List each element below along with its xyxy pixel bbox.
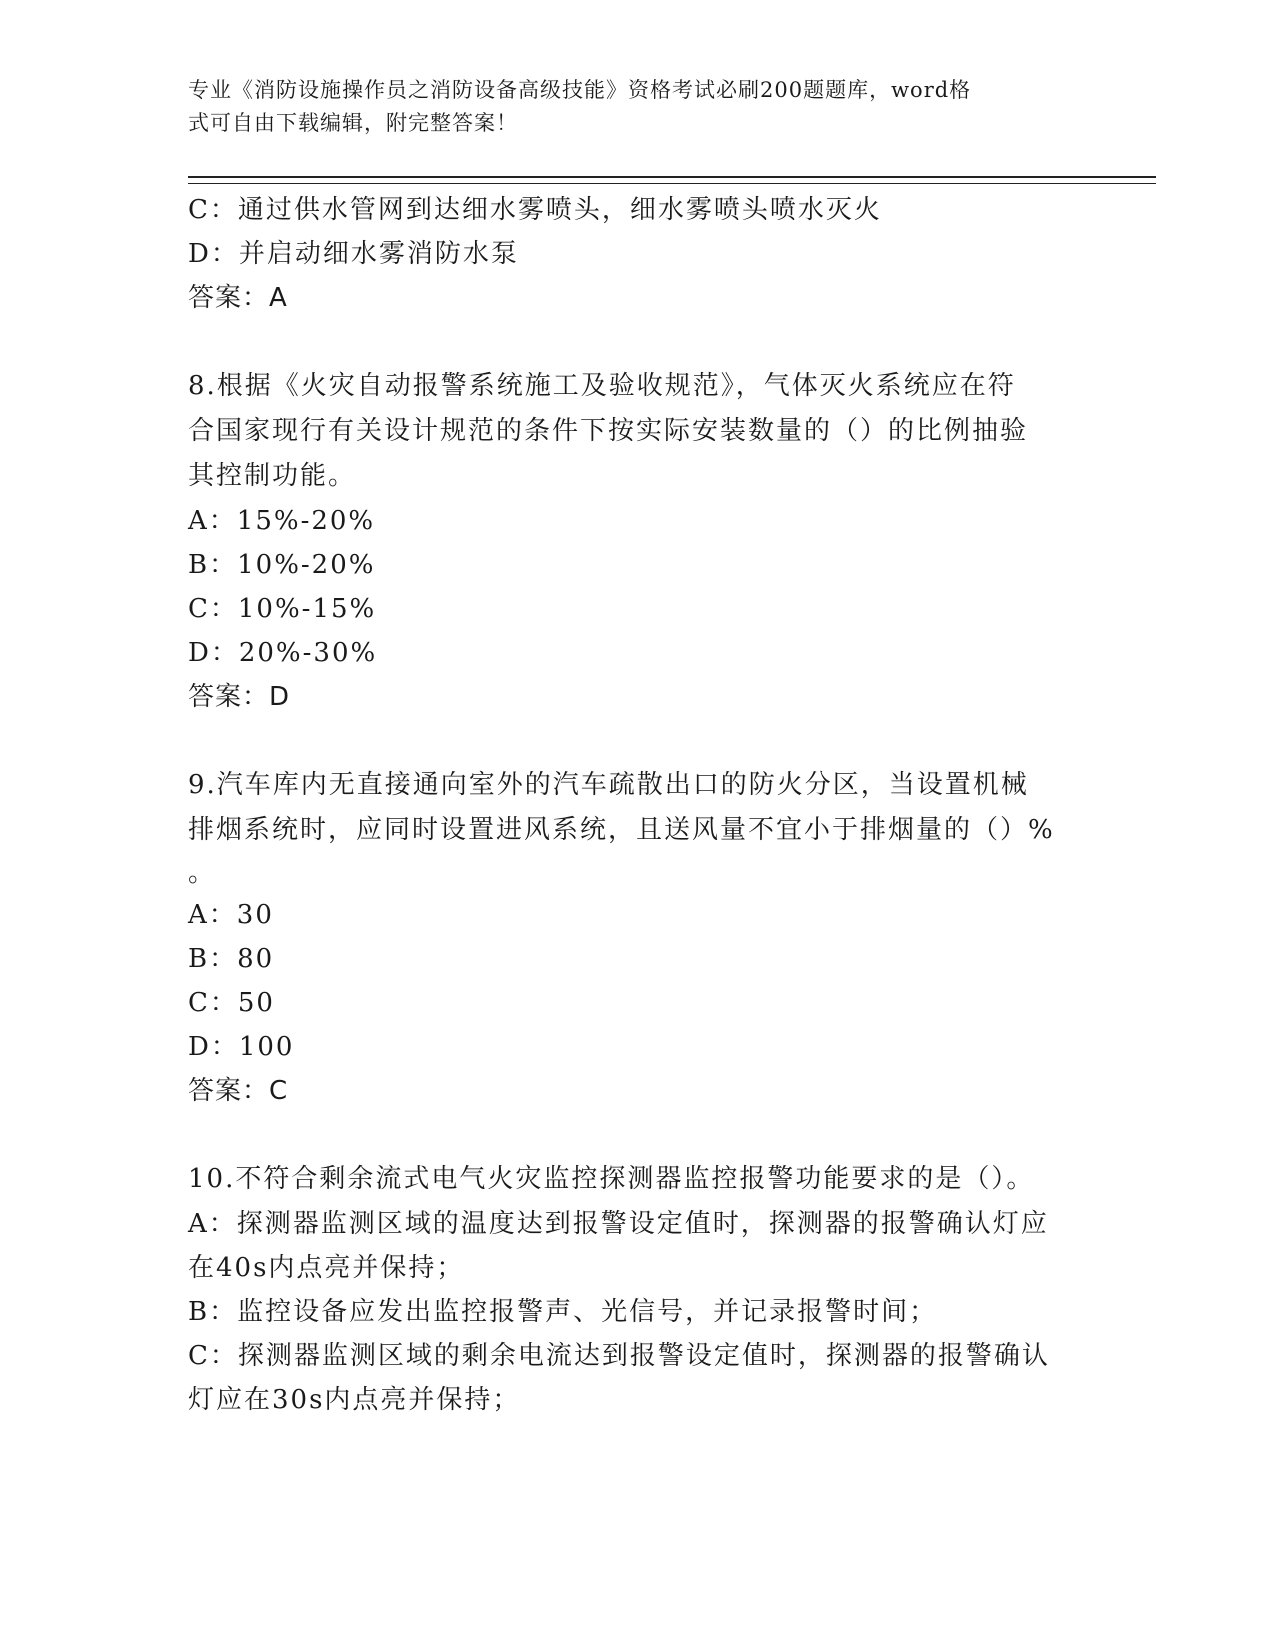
question-7 (188, 188, 1078, 320)
option-a: A：探测器监测区域的温度达到报警设定值时，探测器的报警确认灯应 (188, 1209, 1049, 1239)
question-9 (188, 763, 1078, 1113)
header-line-1: 专业《消防设施操作员之消防设备高级技能》资格考试必刷200题题库，word格 (188, 78, 972, 102)
question-stem-line: 其控制功能。 (188, 461, 357, 491)
document-header (188, 74, 1088, 140)
option-c: C：探测器监测区域的剩余电流达到报警设定值时，探测器的报警确认 (188, 1341, 1050, 1371)
option-a-continued: 在40s内点亮并保持； (188, 1253, 465, 1283)
option-d: D：并启动细水雾消防水泵 (188, 239, 519, 269)
header-line-2: 式可自由下载编辑，附完整答案！ (188, 111, 518, 135)
option-c-continued: 灯应在30s内点亮并保持； (188, 1385, 521, 1415)
option-d: D：20%-30% (188, 638, 378, 668)
question-stem-line: 合国家现行有关设计规范的条件下按实际安装数量的（）的比例抽验 (188, 416, 1029, 446)
answer: 答案：D (188, 682, 291, 712)
question-stem-line: 。 (188, 858, 217, 888)
question-stem-line: 9.汽车库内无直接通向室外的汽车疏散出口的防火分区，当设置机械 (188, 770, 1029, 800)
answer: 答案：A (188, 283, 288, 313)
question-content (188, 188, 1078, 1422)
question-stem-line: 排烟系统时，应同时设置进风系统，且送风量不宜小于排烟量的（）% (188, 815, 1055, 845)
question-8 (188, 364, 1078, 719)
option-a: A：30 (188, 900, 274, 930)
question-10 (188, 1157, 1078, 1422)
option-c: C：通过供水管网到达细水雾喷头，细水雾喷头喷水灭火 (188, 195, 882, 225)
answer: 答案：C (188, 1076, 289, 1106)
option-b: B：10%-20% (188, 550, 376, 580)
option-c: C：10%-15% (188, 594, 377, 624)
question-stem-line: 8.根据《火灾自动报警系统施工及验收规范》，气体灭火系统应在符 (188, 371, 1016, 401)
option-b: B：80 (188, 944, 275, 974)
option-a: A：15%-20% (188, 506, 376, 536)
header-rule-thin (188, 183, 1156, 184)
header-rule-thick (188, 176, 1156, 178)
option-d: D：100 (188, 1032, 295, 1062)
option-b: B：监控设备应发出监控报警声、光信号，并记录报警时间； (188, 1297, 938, 1327)
question-stem-line: 10.不符合剩余流式电气火灾监控探测器监控报警功能要求的是（）。 (188, 1164, 1035, 1194)
option-c: C：50 (188, 988, 275, 1018)
